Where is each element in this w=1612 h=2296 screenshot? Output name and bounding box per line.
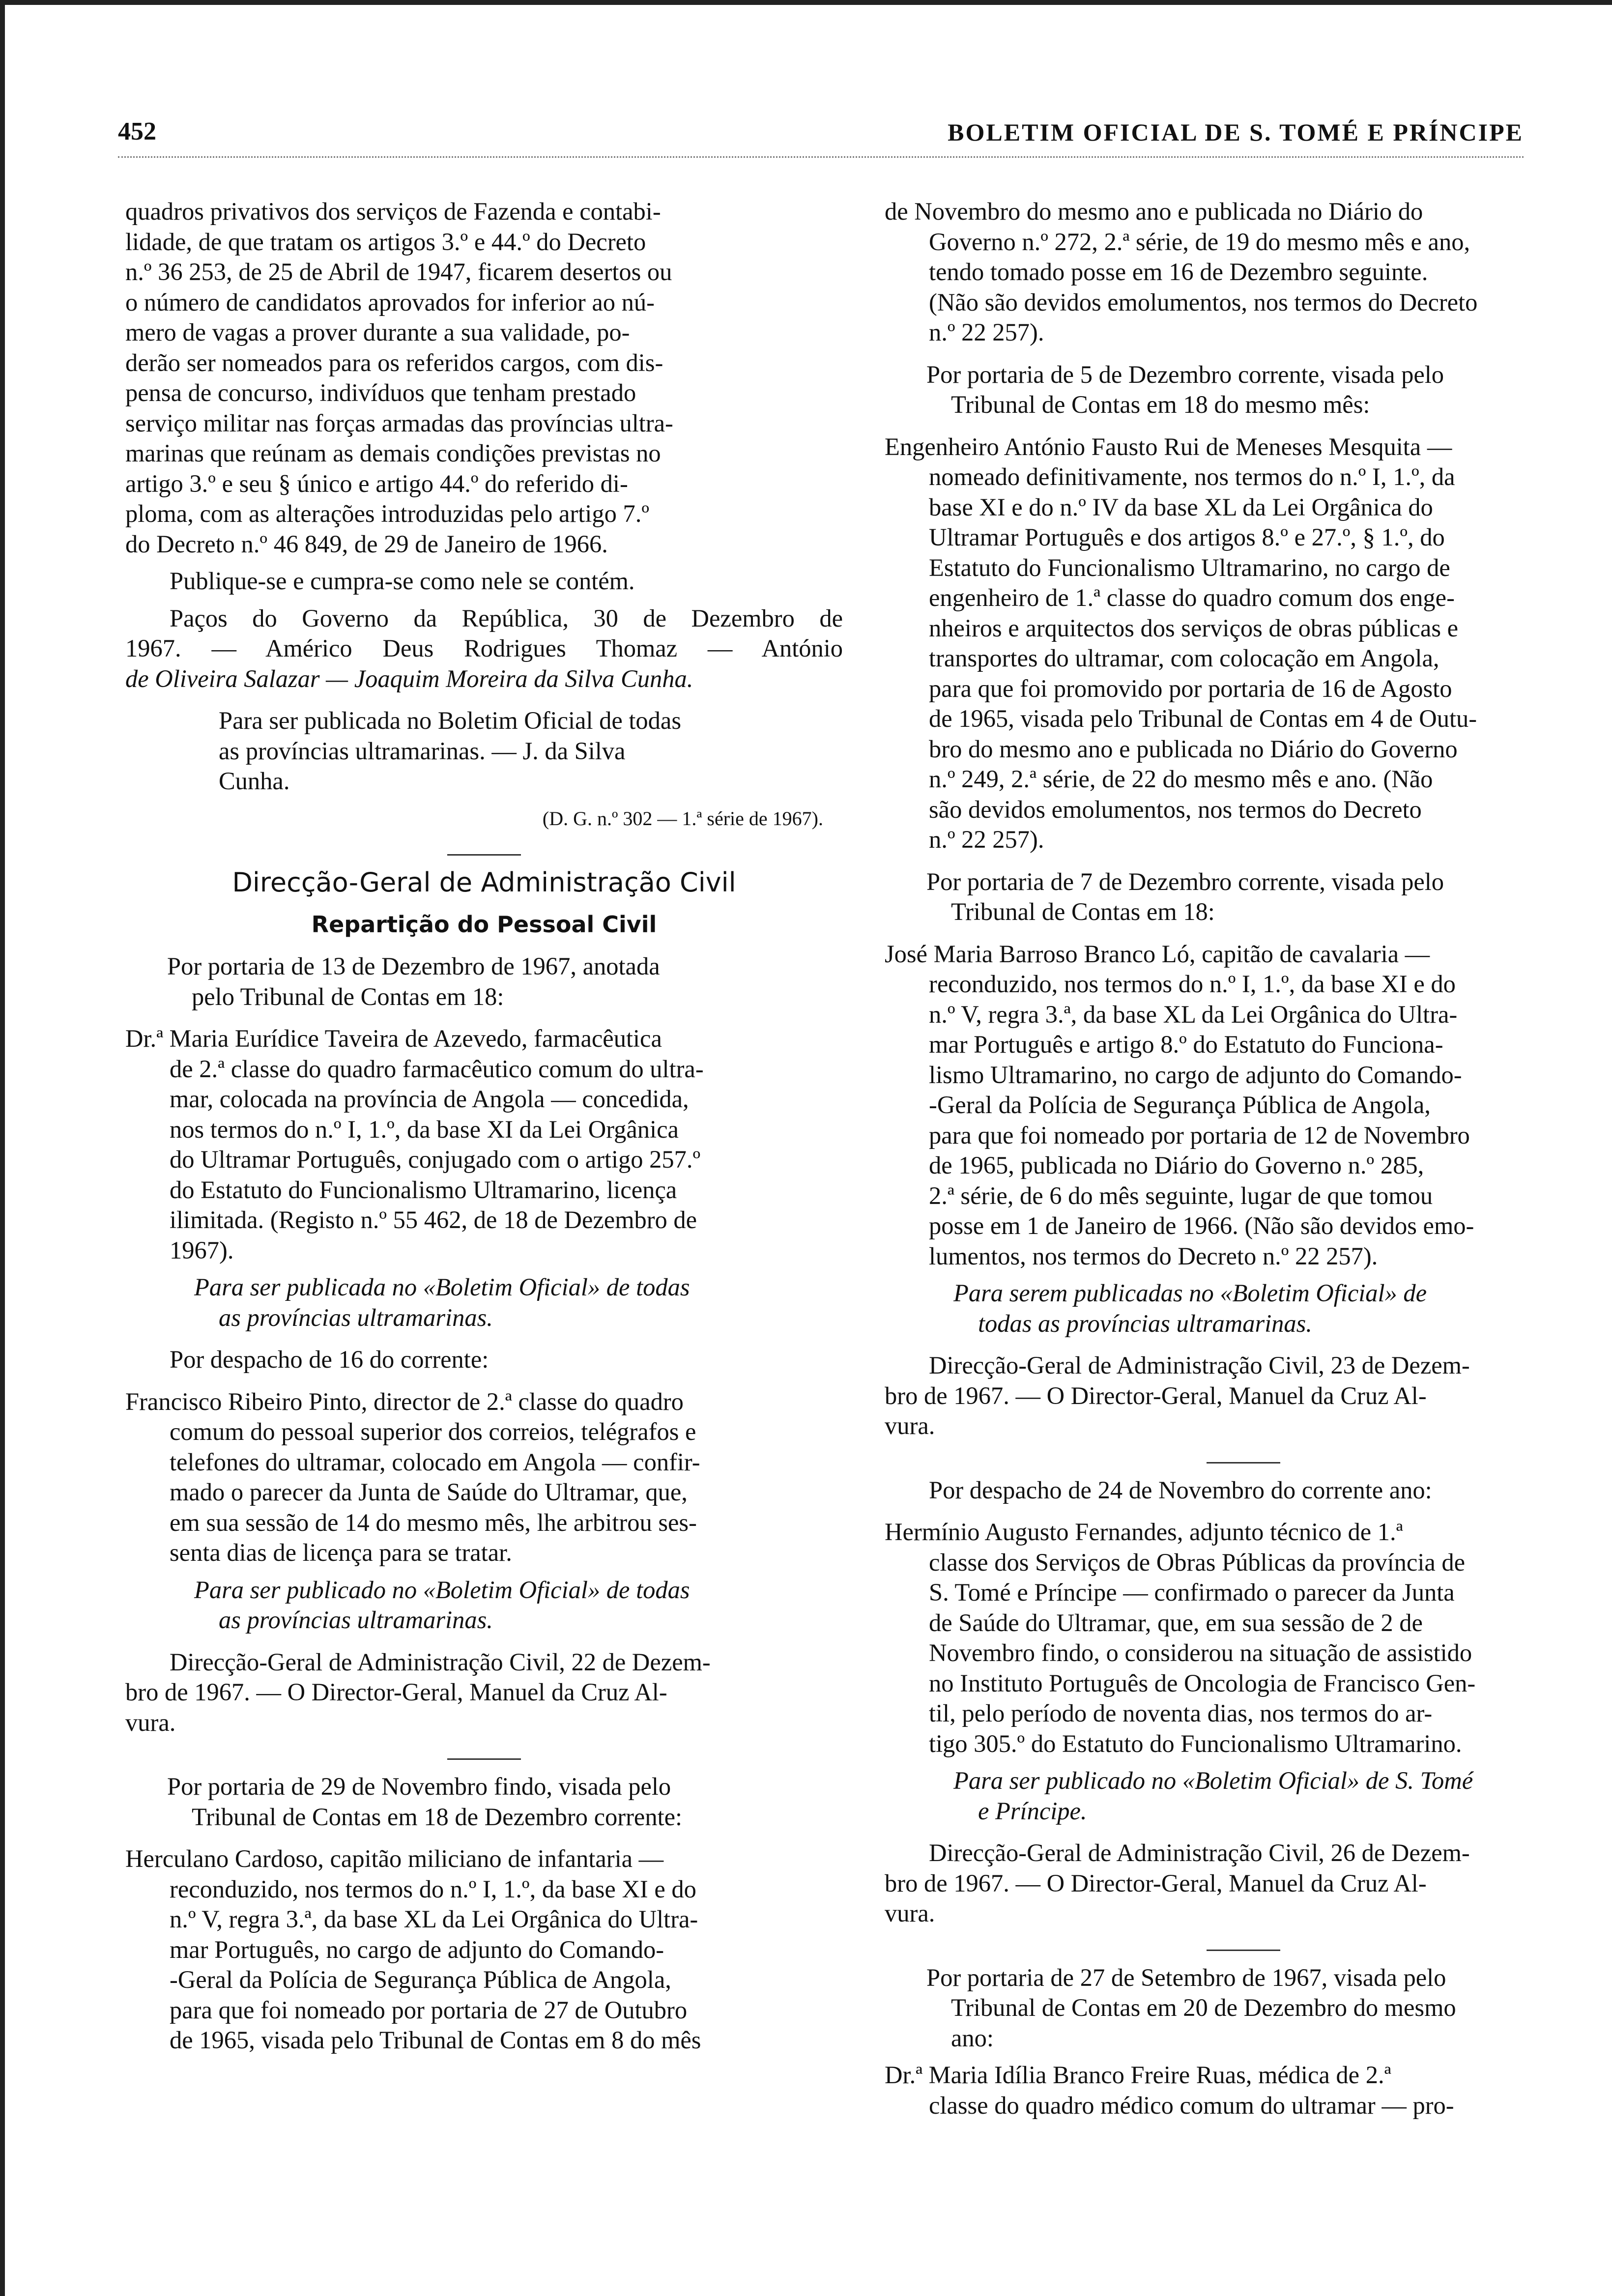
text-line: José Maria Barroso Branco Ló, capitão de cavalaria — xyxy=(885,940,1430,968)
portaria-intro xyxy=(885,1963,1602,2054)
text-line: Novembro findo, o considerou na situação de assistido xyxy=(929,1639,1472,1666)
entry-fernandes xyxy=(885,1517,1602,1759)
header-rule xyxy=(118,156,1524,158)
paragraph xyxy=(885,1517,1602,1759)
text-line: mar Português, no cargo de adjunto do Comando- xyxy=(170,1935,664,1963)
paragraph xyxy=(125,197,843,559)
text-line: comum do pessoal superior dos correios, telégrafos e xyxy=(170,1418,696,1445)
paragraph xyxy=(125,1387,843,1568)
portaria-intro xyxy=(885,867,1602,927)
text-line: de Saúde do Ultramar, que, em sua sessão de 2 de xyxy=(929,1608,1423,1636)
text-line: serviço militar nas forças armadas das províncias ultra- xyxy=(125,409,673,437)
text-line: (Não são devidos emolumentos, nos termos do Decreto xyxy=(929,288,1478,316)
text-line: são devidos emolumentos, nos termos do Decreto xyxy=(929,795,1422,823)
text-line: bro do mesmo ano e publicada no Diário do Governo xyxy=(929,735,1458,763)
entry-azevedo xyxy=(125,1024,843,1265)
portaria-intro xyxy=(885,360,1602,420)
text-line: 1967). xyxy=(170,1236,234,1264)
text-line: de 1965, visada pelo Tribunal de Contas em 4 de Outu- xyxy=(929,705,1477,732)
text-line: para que foi nomeado por portaria de 27 de Outubro xyxy=(170,1996,688,2024)
text-line: artigo 3.º e seu § único e artigo 44.º do referido di- xyxy=(125,469,628,497)
text-line: Dr.ª Maria Idília Branco Freire Ruas, médica de 2.ª xyxy=(885,2061,1391,2089)
scan-edge-left xyxy=(0,0,5,2296)
text-line: lumentos, nos termos do Decreto n.º 22 257). xyxy=(929,1242,1378,1270)
text-line: classe dos Serviços de Obras Públicas da província de xyxy=(929,1548,1466,1576)
paragraph xyxy=(125,706,843,797)
text-line: Para ser publicado no «Boletim Oficial» de S. Tomé xyxy=(953,1767,1473,1794)
text-line: mado o parecer da Junta de Saúde do Ultramar, que, xyxy=(170,1478,688,1506)
signature-line: 1967. — Américo Deus Rodrigues Thomaz — António xyxy=(125,634,843,662)
publication-title: BOLETIM OFICIAL DE S. TOMÉ E PRÍNCIPE xyxy=(948,118,1524,146)
text-line: para que foi nomeado por portaria de 12 de Novembro xyxy=(929,1121,1470,1149)
paragraph xyxy=(885,1838,1602,1929)
text-line: de 2.ª classe do quadro farmacêutico comum do ultra- xyxy=(170,1055,704,1083)
text-line: pelo Tribunal de Contas em 18: xyxy=(192,982,504,1010)
text-line: no Instituto Português de Oncologia de Francisco Gen- xyxy=(929,1669,1476,1697)
paragraph xyxy=(885,1350,1602,1441)
paragraph xyxy=(885,197,1602,348)
paragraph xyxy=(885,432,1602,855)
text-line: Direcção-Geral de Administração Civil, 22 de Dezem- xyxy=(170,1648,711,1676)
text-line: do Estatuto do Funcionalismo Ultramarino, licença xyxy=(170,1176,677,1204)
text-line: bro de 1967. — O Director-Geral, Manuel da Cruz Al- xyxy=(885,1869,1427,1897)
text-line: Engenheiro António Fausto Rui de Meneses Mesquita — xyxy=(885,432,1452,460)
publication-note xyxy=(125,1575,843,1636)
text-line: pensa de concurso, indivíduos que tenham prestado xyxy=(125,379,636,406)
signature-line: Paços do Governo da República, 30 de Dezembro de xyxy=(170,604,843,632)
section-heading: Direcção-Geral de Administração Civil xyxy=(232,867,736,898)
text-line: S. Tomé e Príncipe — confirmado o parecer da Junta xyxy=(929,1578,1455,1606)
text-line: Estatuto do Funcionalismo Ultramarino, no cargo de xyxy=(929,553,1450,581)
text-line: Tribunal de Contas em 18: xyxy=(951,898,1215,925)
entry-ruas xyxy=(885,2060,1602,2121)
text-line: Tribunal de Contas em 18 de Dezembro corrente: xyxy=(192,1803,683,1831)
text-line: n.º V, regra 3.ª, da base XL da Lei Orgânica do Ultra- xyxy=(170,1905,698,1933)
text-line: telefones do ultramar, colocado em Angola — confir- xyxy=(170,1448,700,1476)
text-line: vura. xyxy=(885,1412,935,1439)
director-signature xyxy=(885,1838,1602,1929)
text-line: nomeado definitivamente, nos termos do n.º I, 1.º, da xyxy=(929,463,1455,490)
paragraph xyxy=(125,951,843,1012)
text-line: Para ser publicada no «Boletim Oficial» de todas xyxy=(194,1273,690,1301)
text-line: Tribunal de Contas em 18 do mesmo mês: xyxy=(951,391,1370,418)
text-line: -Geral da Polícia de Segurança Pública de Angola, xyxy=(929,1091,1431,1119)
text-line: n.º 22 257). xyxy=(929,318,1044,346)
text-line: lismo Ultramarino, no cargo de adjunto do Comando- xyxy=(929,1061,1462,1089)
source-citation: (D. G. n.º 302 — 1.ª série de 1967). xyxy=(542,807,823,830)
publish-clause: Publique-se e cumpra-se como nele se contém. xyxy=(170,567,635,595)
text-line: para que foi promovido por portaria de 16 de Agosto xyxy=(929,674,1452,702)
director-signature xyxy=(125,1647,843,1738)
paragraph xyxy=(885,1766,1602,1826)
text-line: Para serem publicadas no «Boletim Oficial» de xyxy=(953,1279,1427,1307)
paragraph xyxy=(885,1278,1602,1339)
scan-edge-top xyxy=(0,0,1612,5)
text-line: mar, colocada na província de Angola — concedida, xyxy=(170,1085,689,1113)
portaria-intro xyxy=(125,1772,843,1832)
text-line: posse em 1 de Janeiro de 1966. (Não são devidos emo- xyxy=(929,1212,1474,1239)
paragraph xyxy=(125,1272,843,1333)
text-line: Governo n.º 272, 2.ª série, de 19 do mesmo mês e ano, xyxy=(929,228,1470,256)
text-line: n.º V, regra 3.ª, da base XL da Lei Orgânica do Ultra- xyxy=(929,1000,1458,1028)
paragraph xyxy=(885,1963,1602,2054)
entry-cardoso-continuation xyxy=(885,197,1602,348)
text-line: ano: xyxy=(951,2024,994,2052)
entry-lo xyxy=(885,939,1602,1272)
text-line: mero de vagas a prover durante a sua validade, po- xyxy=(125,318,630,346)
paragraph xyxy=(885,360,1602,420)
despacho-intro: Por despacho de 24 de Novembro do corrente ano: xyxy=(929,1476,1432,1504)
text-line: n.º 36 253, de 25 de Abril de 1947, ficarem desertos ou xyxy=(125,258,672,286)
text-line: em sua sessão de 14 do mesmo mês, lhe arbitrou ses- xyxy=(170,1508,697,1536)
publication-note xyxy=(885,1278,1602,1339)
text-line: bro de 1967. — O Director-Geral, Manuel da Cruz Al- xyxy=(885,1381,1427,1409)
entry-pinto xyxy=(125,1387,843,1568)
text-line: vura. xyxy=(885,1899,935,1927)
paragraph xyxy=(125,1024,843,1265)
text-line: Por portaria de 13 de Dezembro de 1967, anotada xyxy=(167,952,660,980)
text-line: reconduzido, nos termos do n.º I, 1.º, da base XI e do xyxy=(929,970,1456,998)
text-line: Herculano Cardoso, capitão miliciano de infantaria — xyxy=(125,1845,664,1872)
text-line: 2.ª série, de 6 do mês seguinte, lugar de que tomou xyxy=(929,1181,1433,1209)
publication-note xyxy=(885,1766,1602,1826)
text-line: derão ser nomeados para os referidos cargos, com dis- xyxy=(125,348,663,376)
text-line: de 1965, visada pelo Tribunal de Contas em 8 do mês xyxy=(170,2026,701,2054)
paragraph xyxy=(885,939,1602,1272)
text-line: vura. xyxy=(125,1708,176,1736)
entry-cardoso xyxy=(125,1844,843,2056)
decree-continuation-paragraph xyxy=(125,197,843,559)
text-line: ploma, com as alterações introduzidas pelo artigo 7.º xyxy=(125,500,649,527)
text-line: reconduzido, nos termos do n.º I, 1.º, da base XI e do xyxy=(170,1875,696,1903)
text-line: Por portaria de 7 de Dezembro corrente, visada pelo xyxy=(926,867,1444,895)
text-line: Por portaria de 29 de Novembro findo, visada pelo xyxy=(167,1773,671,1800)
paragraph xyxy=(885,2060,1602,2121)
text-line: tendo tomado posse em 16 de Dezembro seguinte. xyxy=(929,258,1428,286)
publication-note xyxy=(125,1272,843,1333)
signature-line: de Oliveira Salazar — Joaquim Moreira da Silva Cunha. xyxy=(125,664,693,692)
text-line: til, pelo período de noventa dias, nos termos do ar- xyxy=(929,1699,1433,1727)
text-line: Para ser publicado no «Boletim Oficial» de todas xyxy=(194,1576,690,1604)
text-line: do Ultramar Português, conjugado com o artigo 257.º xyxy=(170,1146,701,1173)
text-line: Cunha. xyxy=(219,767,290,795)
paragraph xyxy=(885,867,1602,927)
text-line: n.º 22 257). xyxy=(929,826,1044,853)
text-line: Dr.ª Maria Eurídice Taveira de Azevedo, farmacêutica xyxy=(125,1025,662,1052)
text-line: tigo 305.º do Estatuto do Funcionalismo Ultramarino. xyxy=(929,1729,1462,1757)
text-line: senta dias de licença para se tratar. xyxy=(170,1539,512,1566)
decree-signature-block xyxy=(125,603,843,694)
text-line: nos termos do n.º I, 1.º, da base XI da Lei Orgânica xyxy=(170,1115,679,1143)
text-line: as províncias ultramarinas. xyxy=(219,1303,493,1331)
text-line: classe do quadro médico comum do ultramar — pro- xyxy=(929,2091,1454,2119)
paragraph xyxy=(125,1844,843,2056)
right-column xyxy=(885,197,1602,2121)
text-line: -Geral da Polícia de Segurança Pública de Angola, xyxy=(170,1966,671,1993)
paragraph xyxy=(125,1575,843,1636)
text-line: ilimitada. (Registo n.º 55 462, de 18 de Dezembro de xyxy=(170,1206,697,1234)
text-line: todas as províncias ultramarinas. xyxy=(978,1309,1312,1337)
despacho-intro: Por despacho de 16 do corrente: xyxy=(170,1346,489,1373)
text-line: o número de candidatos aprovados for inferior ao nú- xyxy=(125,288,655,316)
text-line: Para ser publicada no Boletim Oficial de todas xyxy=(219,707,681,734)
text-line: mar Português e artigo 8.º do Estatuto do Funciona- xyxy=(929,1031,1443,1058)
director-signature xyxy=(885,1350,1602,1441)
text-line: transportes do ultramar, com colocação em Angola, xyxy=(929,644,1439,672)
text-line: de Novembro do mesmo ano e publicada no Diário do xyxy=(885,198,1423,225)
text-line: base XI e do n.º IV da base XL da Lei Orgânica do xyxy=(929,493,1433,521)
text-line: do Decreto n.º 46 849, de 29 de Janeiro de 1966. xyxy=(125,530,608,558)
left-column xyxy=(125,197,843,2056)
subsection-heading: Repartição do Pessoal Civil xyxy=(311,911,657,938)
text-line: Direcção-Geral de Administração Civil, 23 de Dezem- xyxy=(929,1351,1470,1379)
text-line: Francisco Ribeiro Pinto, director de 2.ª classe do quadro xyxy=(125,1387,684,1415)
text-line: quadros privativos dos serviços de Fazenda e contabi- xyxy=(125,198,661,225)
text-line: Por portaria de 27 de Setembro de 1967, visada pelo xyxy=(926,1963,1446,1991)
text-line: Ultramar Português e dos artigos 8.º e 27.º, § 1.º, do xyxy=(929,523,1445,551)
text-line: Tribunal de Contas em 20 de Dezembro do mesmo xyxy=(951,1994,1456,2021)
paragraph xyxy=(125,1772,843,1832)
text-line: engenheiro de 1.ª classe do quadro comum dos enge- xyxy=(929,584,1455,611)
text-line: bro de 1967. — O Director-Geral, Manuel da Cruz Al- xyxy=(125,1678,667,1706)
portaria-intro xyxy=(125,951,843,1012)
paragraph xyxy=(125,1647,843,1738)
page-header xyxy=(118,117,1524,156)
entry-mesquita xyxy=(885,432,1602,855)
text-line: nheiros e arquitectos dos serviços de obras públicas e xyxy=(929,614,1459,642)
publication-note xyxy=(125,706,843,797)
page-number: 452 xyxy=(118,117,156,145)
text-line: Por portaria de 5 de Dezembro corrente, visada pelo xyxy=(926,360,1444,388)
text-line: as províncias ultramarinas. xyxy=(219,1606,493,1634)
text-line: Hermínio Augusto Fernandes, adjunto técnico de 1.ª xyxy=(885,1518,1403,1546)
text-line: e Príncipe. xyxy=(978,1797,1087,1825)
text-line: marinas que reúnam as demais condições previstas no xyxy=(125,439,661,467)
text-line: n.º 249, 2.ª série, de 22 do mesmo mês e ano. (Não xyxy=(929,765,1433,793)
text-line: Direcção-Geral de Administração Civil, 26 de Dezem- xyxy=(929,1839,1470,1866)
text-line: lidade, de que tratam os artigos 3.º e 44.º do Decreto xyxy=(125,228,646,256)
text-line: de 1965, publicada no Diário do Governo n.º 285, xyxy=(929,1151,1424,1179)
text-line: as províncias ultramarinas. — J. da Silva xyxy=(219,737,626,765)
